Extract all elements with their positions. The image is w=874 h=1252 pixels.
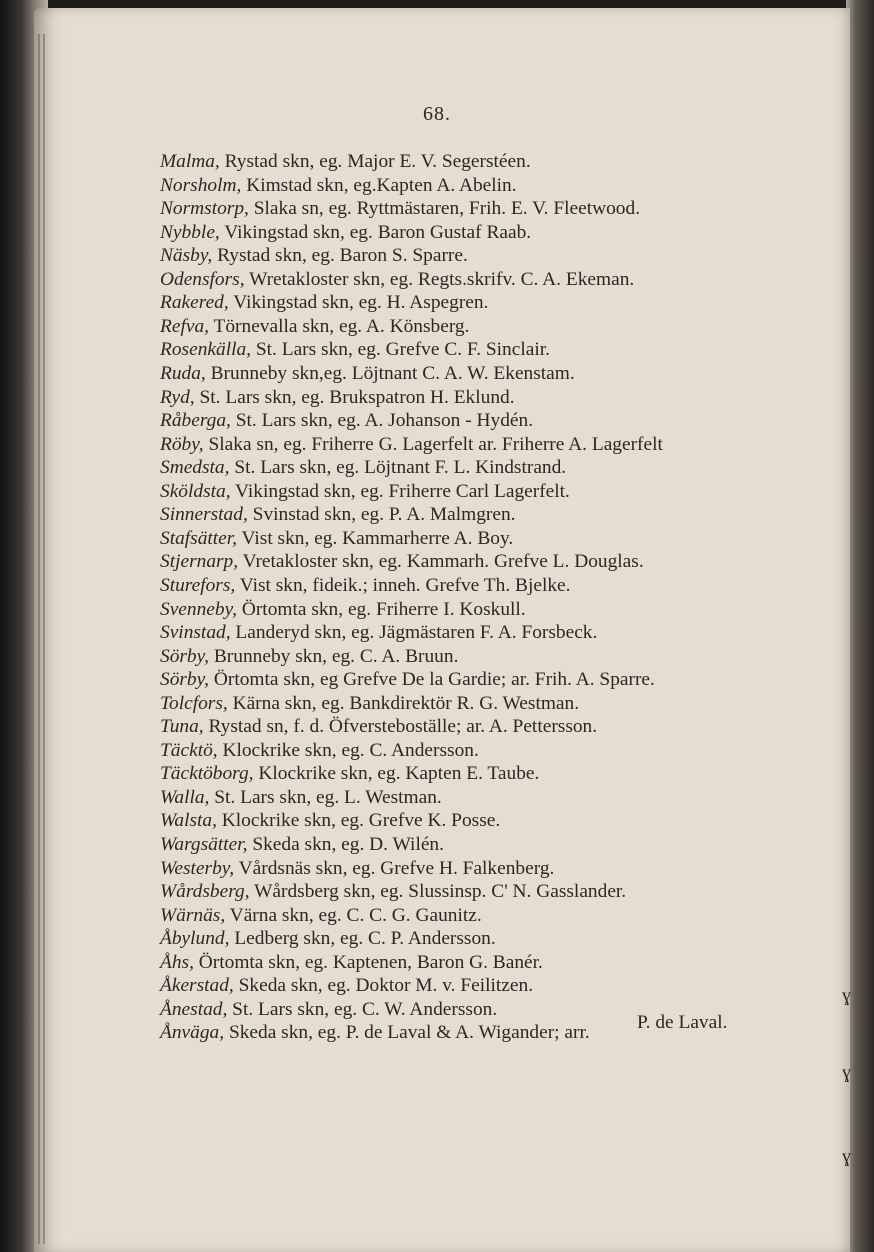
register-entry — [160, 835, 444, 854]
register-entry — [160, 293, 488, 312]
register-entry — [160, 670, 655, 689]
estate-name: Röby, — [160, 433, 204, 455]
estate-name: Ånestad, — [160, 998, 228, 1020]
register-entry — [160, 1000, 497, 1019]
estate-details: Svinstad skn, eg. P. A. Malmgren. — [247, 504, 516, 526]
register-entry — [160, 435, 663, 454]
estate-name: Odensfors, — [160, 268, 245, 290]
estate-details: Rystad skn, eg. Baron S. Sparre. — [212, 245, 468, 267]
estate-name: Ånväga, — [160, 1022, 225, 1044]
register-entry — [160, 529, 513, 548]
register-entry — [160, 270, 634, 289]
estate-details: Örtomta skn, eg. Friherre I. Koskull. — [237, 598, 526, 620]
margin-mark: ɣ — [842, 1062, 851, 1082]
estate-details: Vist skn, fideik.; inneh. Grefve Th. Bjelke. — [235, 574, 571, 596]
page-number: 68. — [423, 103, 451, 125]
estate-name: Smedsta, — [160, 457, 230, 479]
register-entry — [160, 552, 644, 571]
estate-details: Skeda skn, eg. Doktor M. v. Feilitzen. — [233, 975, 534, 997]
register-entry — [160, 576, 570, 595]
register-entry — [160, 906, 482, 925]
estate-details: St. Lars skn, eg. Brukspatron H. Eklund. — [194, 386, 515, 408]
register-entry — [160, 388, 515, 407]
estate-details: St. Lars skn, eg. C. W. Andersson. — [227, 998, 498, 1020]
estate-name: Ryd, — [160, 386, 195, 408]
estate-name: Malma, — [160, 151, 220, 172]
register-entry — [160, 976, 533, 995]
estate-name: Norsholm, — [160, 174, 242, 196]
margin-mark: ɣ — [842, 1146, 851, 1166]
estate-details: Brunneby skn,eg. Löjtnant C. A. W. Ekenstam. — [205, 363, 575, 384]
estate-name: Sköldsta, — [160, 480, 231, 502]
estate-name: Walsta, — [160, 810, 217, 832]
register-entry — [160, 647, 458, 666]
estate-name: Wärnäs, — [160, 904, 226, 926]
estate-name: Sörby, — [160, 645, 210, 667]
register-entry — [160, 505, 516, 524]
estate-name: Åbylund, — [160, 928, 230, 950]
estate-name: Tuna, — [160, 716, 204, 738]
estate-name: Stjernarp, — [160, 551, 239, 573]
register-entry — [160, 364, 575, 383]
estate-details: Skeda skn, eg. P. de Laval & A. Wigander; arr. — [224, 1022, 590, 1044]
estate-details: Vårdsnäs skn, eg. Grefve H. Falkenberg. — [234, 857, 555, 879]
estate-details: Wretakloster skn, eg. Regts.skrifv. C. A. Ekeman. — [244, 268, 635, 290]
estate-details: Rystad skn, eg. Major E. V. Segerstéen. — [219, 151, 531, 172]
register-entry — [160, 482, 570, 501]
register-entry — [160, 623, 597, 642]
estate-name: Sturefors, — [160, 574, 236, 596]
register-entry — [160, 1023, 590, 1042]
estate-name: Täcktöborg, — [160, 763, 254, 785]
estate-name: Åkerstad, — [160, 975, 234, 997]
estate-name: Normstorp, — [160, 198, 249, 220]
register-entry — [160, 717, 597, 736]
estate-details: Kimstad skn, eg.Kapten A. Abelin. — [241, 174, 517, 196]
register-entry — [160, 340, 550, 359]
estate-name: Sinnerstad, — [160, 504, 248, 526]
estate-details: Slaka sn, eg. Ryttmästaren, Frih. E. V. Fleetwood. — [248, 198, 641, 220]
estate-details: Klockrike skn, eg. Grefve K. Posse. — [216, 810, 501, 832]
register-entry — [160, 788, 442, 807]
register-entry — [160, 176, 517, 195]
register-entry — [160, 882, 626, 901]
estate-name: Ruda, — [160, 363, 206, 384]
register-entry — [160, 859, 554, 878]
register-entry — [160, 929, 496, 948]
register-entry — [160, 741, 479, 760]
estate-details: Ledberg skn, eg. C. P. Andersson. — [229, 928, 496, 950]
estate-details: Värna skn, eg. C. C. G. Gaunitz. — [225, 904, 482, 926]
page-stack-line — [43, 34, 45, 1244]
estate-details: Örtomta skn, eg Grefve De la Gardie; ar. Frih. A. Sparre. — [209, 669, 655, 691]
page-stack-line — [38, 34, 40, 1244]
estate-name: Svenneby, — [160, 598, 237, 620]
estate-details: Slaka sn, eg. Friherre G. Lagerfelt ar. Friherre A. Lagerfelt — [203, 433, 663, 455]
estate-details: Wårdsberg skn, eg. Slussinsp. C' N. Gasslander. — [249, 881, 627, 903]
estate-name: Svinstad, — [160, 622, 231, 643]
estate-details: Landeryd skn, eg. Jägmästaren F. A. Forsbeck. — [230, 622, 598, 643]
margin-mark: ɣ — [842, 985, 851, 1005]
estate-name: Åhs, — [160, 951, 194, 973]
estate-name: Wårdsberg, — [160, 881, 250, 903]
estate-details: Brunneby skn, eg. C. A. Bruun. — [209, 645, 459, 667]
estate-details: Vretakloster skn, eg. Kammarh. Grefve L. Douglas. — [238, 551, 644, 573]
estate-name: Råberga, — [160, 410, 231, 432]
estate-details: Kärna skn, eg. Bankdirektör R. G. Westman. — [227, 692, 580, 714]
register-entry — [160, 152, 531, 171]
estate-name: Nybble, — [160, 221, 220, 243]
estate-name: Sörby, — [160, 669, 210, 691]
estate-details: Skeda skn, eg. D. Wilén. — [247, 834, 444, 855]
estate-name: Wargsätter, — [160, 834, 248, 855]
estate-details: Klockrike skn, eg. C. Andersson. — [217, 739, 479, 761]
register-entry — [160, 199, 640, 218]
estate-name: Näsby, — [160, 245, 213, 267]
register-entry — [160, 600, 526, 619]
estate-details: St. Lars skn, eg. A. Johanson - Hydén. — [230, 410, 534, 432]
estate-details: Vikingstad skn, eg. Friherre Carl Lagerfelt. — [230, 480, 570, 502]
register-entry — [160, 953, 543, 972]
register-entry — [160, 246, 468, 265]
register-entry — [160, 694, 579, 713]
estate-details: Örtomta skn, eg. Kaptenen, Baron G. Banér. — [193, 951, 543, 973]
estate-details: St. Lars skn, eg. Löjtnant F. L. Kindstrand. — [229, 457, 567, 479]
estate-details: Vist skn, eg. Kammarherre A. Boy. — [237, 527, 514, 549]
estate-details: St. Lars skn, eg. L. Westman. — [209, 786, 442, 808]
estate-details: Vikingstad skn, eg. H. Aspegren. — [228, 292, 489, 314]
estate-details: Klockrike skn, eg. Kapten E. Taube. — [253, 763, 540, 785]
estate-details: Rystad sn, f. d. Öfversteboställe; ar. A. Pettersson. — [203, 716, 598, 738]
register-entry — [160, 411, 533, 430]
estate-name: Walla, — [160, 786, 210, 808]
estate-name: Tolcfors, — [160, 692, 228, 714]
register-entry — [160, 811, 500, 830]
register-entry — [160, 764, 539, 783]
estate-name: Täcktö, — [160, 739, 218, 761]
register-entry — [160, 223, 531, 242]
estate-details: Törnevalla skn, eg. A. Könsberg. — [209, 315, 470, 337]
estate-name: Westerby, — [160, 857, 235, 879]
register-entry — [160, 317, 469, 336]
estate-details: St. Lars skn, eg. Grefve C. F. Sinclair. — [251, 339, 550, 361]
register-entry — [160, 458, 566, 477]
estate-name: Stafsätter, — [160, 527, 238, 549]
estate-details: Vikingstad skn, eg. Baron Gustaf Raab. — [219, 221, 532, 243]
continuation-line: P. de Laval. — [637, 1012, 728, 1033]
estate-name: Refva, — [160, 315, 209, 337]
estate-name: Rosenkälla, — [160, 339, 252, 361]
estate-name: Rakered, — [160, 292, 229, 314]
